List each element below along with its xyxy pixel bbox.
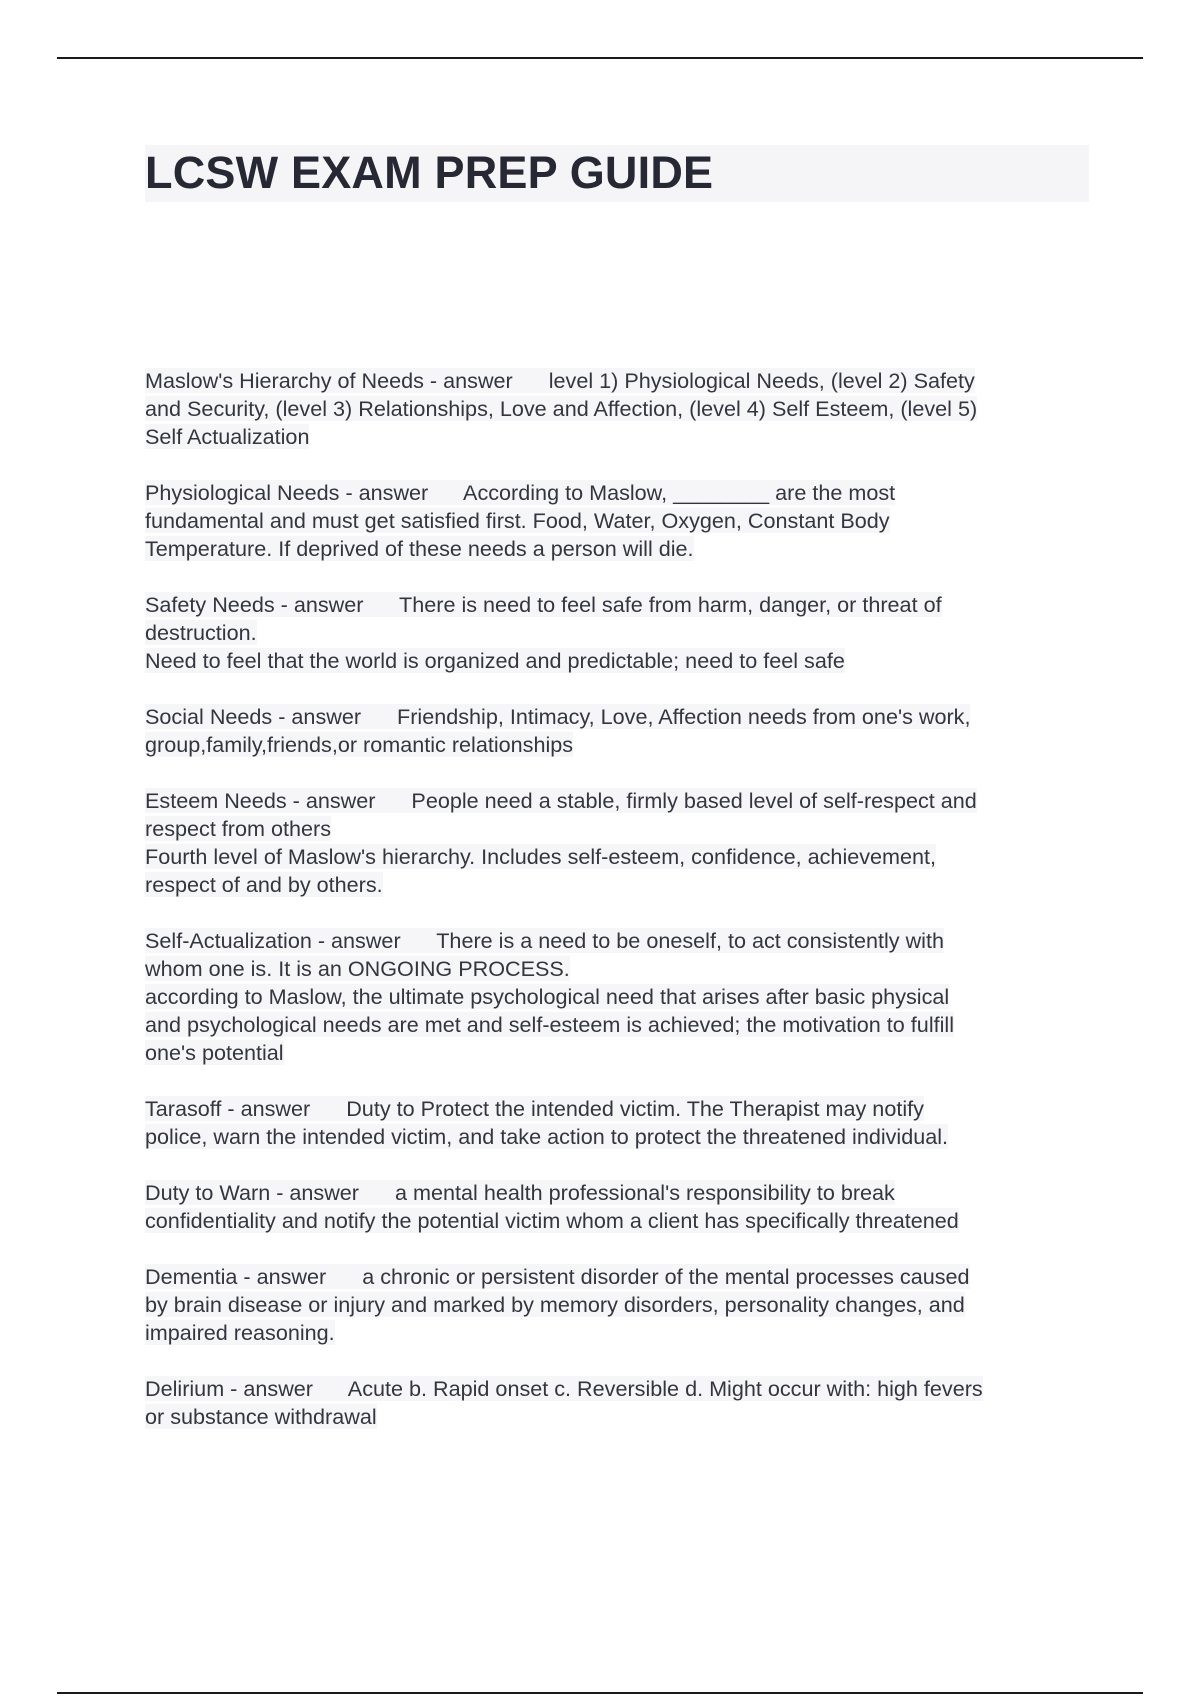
entry-line: and psychological needs are met and self-esteem is achieved; the motivation to fulfill	[145, 1012, 955, 1037]
footer-rule	[57, 1692, 1143, 1694]
entry-line: Temperature. If deprived of these needs a person will die.	[145, 536, 694, 561]
entry-line: Dementia - answer a chronic or persistent disorder of the mental processes caused	[145, 1264, 970, 1289]
entry-line: group,family,friends,or romantic relationships	[145, 732, 574, 757]
entry-line: respect from others	[145, 816, 332, 841]
flashcard-entry	[145, 1375, 1095, 1431]
entry-line: and Security, (level 3) Relationships, Love and Affection, (level 4) Self Esteem, (level 5)	[145, 396, 978, 421]
flashcard-entry	[145, 367, 1095, 451]
entry-line: whom one is. It is an ONGOING PROCESS.	[145, 956, 570, 981]
flashcard-entry	[145, 787, 1095, 899]
entry-line: one's potential	[145, 1040, 284, 1065]
entry-line: or substance withdrawal	[145, 1404, 377, 1429]
flashcard-entry	[145, 1263, 1095, 1347]
flashcard-entry	[145, 591, 1095, 675]
entry-line: by brain disease or injury and marked by memory disorders, personality changes, and	[145, 1292, 965, 1317]
entry-line: Maslow's Hierarchy of Needs - answer level 1) Physiological Needs, (level 2) Safety	[145, 368, 975, 393]
entry-line: destruction.	[145, 620, 257, 645]
entry-line: Safety Needs - answer There is need to feel safe from harm, danger, or threat of	[145, 592, 942, 617]
flashcard-entry	[145, 1179, 1095, 1235]
entry-line: Self-Actualization - answer There is a need to be oneself, to act consistently with	[145, 928, 944, 953]
entry-line: impaired reasoning.	[145, 1320, 335, 1345]
flashcard-entry	[145, 479, 1095, 563]
entry-line: Need to feel that the world is organized and predictable; need to feel safe	[145, 648, 845, 673]
entry-line: fundamental and must get satisfied first. Food, Water, Oxygen, Constant Body	[145, 508, 890, 533]
entry-line: Esteem Needs - answer People need a stable, firmly based level of self-respect and	[145, 788, 977, 813]
entry-line: Self Actualization	[145, 424, 310, 449]
entry-line: Duty to Warn - answer a mental health professional's responsibility to break	[145, 1180, 895, 1205]
flashcard-list	[145, 367, 1095, 1459]
header-rule	[57, 57, 1143, 59]
flashcard-entry	[145, 927, 1095, 1067]
entry-line: Physiological Needs - answer According to Maslow, ________ are the most	[145, 480, 896, 505]
entry-line: Social Needs - answer Friendship, Intimacy, Love, Affection needs from one's work,	[145, 704, 971, 729]
entry-line: Tarasoff - answer Duty to Protect the intended victim. The Therapist may notify	[145, 1096, 924, 1121]
flashcard-entry	[145, 1095, 1095, 1151]
flashcard-entry	[145, 703, 1095, 759]
entry-line: confidentiality and notify the potential victim whom a client has specifically threatened	[145, 1208, 959, 1233]
entry-line: police, warn the intended victim, and take action to protect the threatened individual.	[145, 1124, 949, 1149]
entry-line: respect of and by others.	[145, 872, 383, 897]
document-title: LCSW EXAM PREP GUIDE	[145, 147, 714, 198]
entry-line: according to Maslow, the ultimate psychological need that arises after basic physical	[145, 984, 950, 1009]
entry-line: Delirium - answer Acute b. Rapid onset c. Reversible d. Might occur with: high fevers	[145, 1376, 983, 1401]
entry-line: Fourth level of Maslow's hierarchy. Includes self-esteem, confidence, achievement,	[145, 844, 937, 869]
